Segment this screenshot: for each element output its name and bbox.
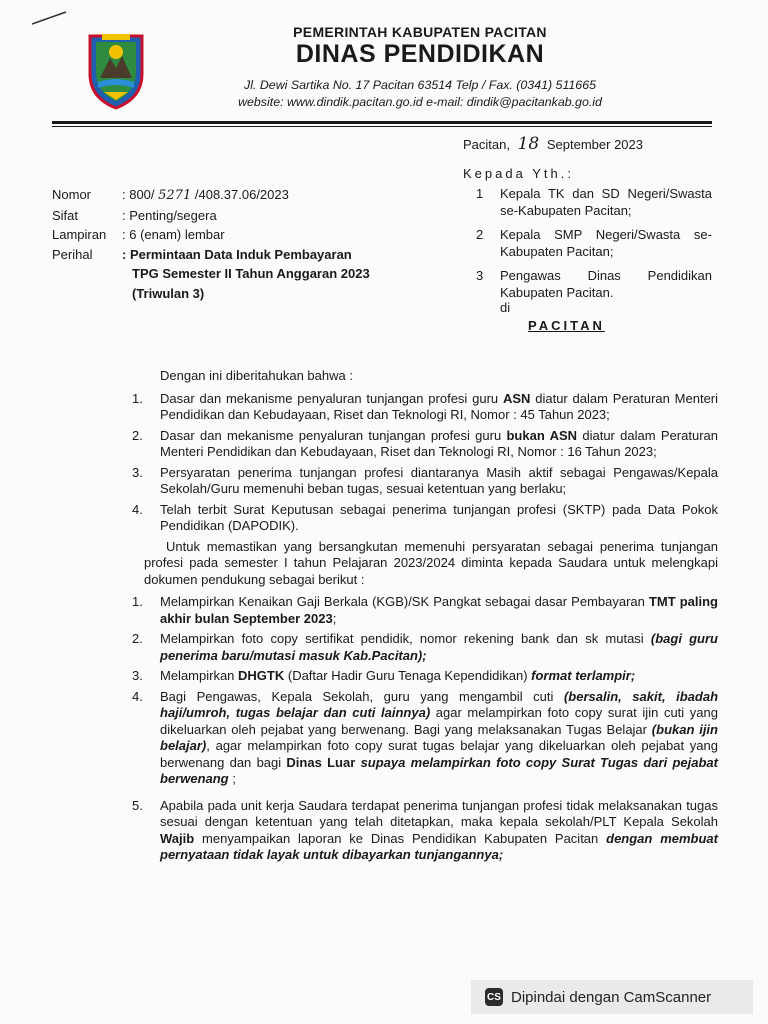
date-month-year: September 2023 [546, 137, 643, 152]
nomor-row: Nomor : 800/ 5271 /408.37.06/2023 [52, 187, 289, 203]
camscanner-watermark [471, 980, 753, 1014]
recipient-heading: Kepada Yth.: [463, 166, 574, 181]
camscanner-text: Dipindai dengan CamScanner [511, 988, 712, 1006]
requirements-list [132, 594, 718, 864]
letterhead [200, 24, 640, 111]
recipient-item: 2 Kepala SMP Negeri/Swasta se-Kabupaten Pacitan; [476, 227, 712, 259]
list-item: 3. Melampirkan DHGTK (Daftar Hadir Guru Tenaga Kependidikan) format terlampir; [132, 668, 636, 683]
list-item: 5. Apabila pada unit kerja Saudara terdapat penerima tunjangan profesi tidak melaksanakan tugas sesuai dengan ketentuan yang telah ditetapkan, maka kepala sekolah/PLT Kepala Sekolah Wajib menyampaikan laporan ke Dinas Pendidikan Kabupaten Pacitan dengan membuat pernyataan tidak layak untuk dibayarkan tunjangannya; [132, 797, 718, 862]
list-item: 2. Dasar dan mekanisme penyaluran tunjangan profesi guru bukan ASN diatur dalam Peraturan Menteri Pendidikan dan Kebudayaan, Riset dan Teknologi RI, Nomor : 16 Tahun 2023; [132, 427, 718, 459]
letter-metadata [52, 185, 370, 303]
perihal-continuation: TPG Semester II Tahun Anggaran 2023 [132, 266, 370, 281]
list-item: 3. Persyaratan penerima tunjangan profesi diantaranya Masih aktif sebagai Pengawas/Kepala Sekolah/Guru memenuhi beban tugas, sesuai ketentuan yang berlaku; [132, 464, 718, 496]
recipient-item: 3 Pengawas Dinas Pendidikan Kabupaten Pacitan. [476, 268, 712, 300]
recipient-item: 1 Kepala TK dan SD Negeri/Swasta se-Kabupaten Pacitan; [476, 186, 712, 218]
list-item: 1. Dasar dan mekanisme penyaluran tunjangan profesi guru ASN diatur dalam Peraturan Menteri Pendidikan dan Kebudayaan, Riset dan Teknologi RI, Nomor : 45 Tahun 2023; [132, 390, 719, 422]
recipient-city: PACITAN [528, 318, 605, 333]
list-item: 4. Telah terbit Surat Keputusan sebagai penerima tunjangan profesi (SKTP) pada Data Pokok Pendidikan (DAPODIK). [132, 501, 718, 533]
regency-coat-of-arms-icon [84, 30, 148, 110]
department-name: DINAS PENDIDIKAN [295, 40, 545, 68]
pen-mark-decoration [30, 8, 70, 28]
lampiran-row: Lampiran : 6 (enam) lembar [52, 227, 225, 242]
recipient-list [476, 185, 712, 308]
letter-date [463, 134, 643, 154]
letterhead-rule-thick [52, 121, 712, 124]
sifat-row: Sifat : Penting/segera [52, 207, 217, 223]
date-day-handwritten: 18 [517, 134, 540, 154]
recipient-di: di [500, 300, 511, 315]
government-name: PEMERINTAH KABUPATEN PACITAN [293, 24, 547, 40]
date-place: Pacitan, [463, 137, 510, 152]
nomor-handwritten: 5271 [158, 188, 192, 203]
list-item: 1. Melampirkan Kenaikan Gaji Berkala (KGB)/SK Pangkat sebagai dasar Pembayaran TMT paling akhir bulan September 2023; [132, 594, 718, 626]
office-web-email: website: www.dindik.pacitan.go.id e-mail: dindik@pacitankab.go.id [238, 95, 602, 109]
camscanner-icon: CS [485, 988, 503, 1006]
perihal-continuation: (Triwulan 3) [132, 285, 205, 301]
basis-list [132, 391, 718, 535]
body-paragraph-requirements: Untuk memastikan yang bersangkutan memenuhi persyaratan sebagai penerima tunjangan profesi pada semester I tahun Pelajaran 2023/2024 diminta kepada Saudara untuk melengkapi dokumen pendukung sebagai berikut : [144, 538, 718, 587]
list-item: 4. Bagi Pengawas, Kepala Sekolah, guru yang mengambil cuti (bersalin, sakit, ibadah haji/umroh, tugas belajar dan cuti lainnya) agar melampirkan foto copy surat ijin cuti yang dikeluarkan oleh pejabat yang berwenang. Bagi yang melaksanakan Tugas Belajar (bukan ijin belajar), agar melampirkan foto copy surat tugas belajar yang dikeluarkan oleh pejabat yang berwenang dan bagi Dinas Luar supaya melampirkan foto copy Surat Tugas dari pejabat berwenang ; [132, 688, 719, 786]
letter-body [132, 368, 718, 868]
letterhead-rule-thin [52, 126, 712, 127]
office-address: Jl. Dewi Sartika No. 17 Pacitan 63514 Telp / Fax. (0341) 511665 [244, 78, 596, 92]
perihal-row: Perihal : Permintaan Data Induk Pembayaran [52, 246, 352, 262]
list-item: 2. Melampirkan foto copy sertifikat pendidik, nomor rekening bank dan sk mutasi (bagi guru penerima baru/mutasi masuk Kab.Pacitan); [132, 631, 718, 663]
body-intro: Dengan ini diberitahukan bahwa : [160, 368, 353, 383]
